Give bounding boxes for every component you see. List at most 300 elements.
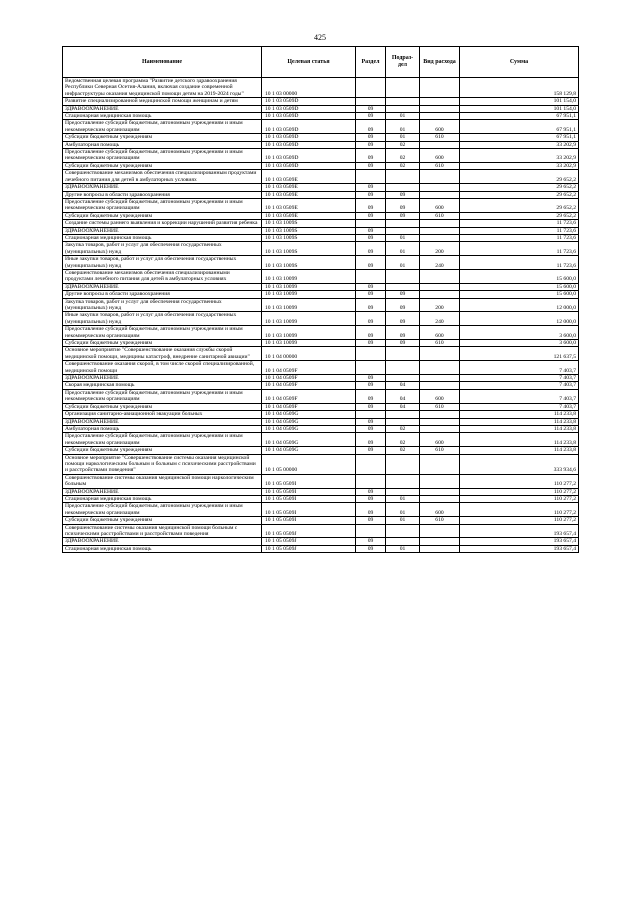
table-row bbox=[63, 105, 579, 112]
header-sum: Сумма bbox=[460, 47, 579, 78]
row-section bbox=[356, 98, 386, 105]
row-section: 09 bbox=[356, 545, 386, 552]
row-name: Субсидии бюджетным учреждениям bbox=[63, 340, 262, 347]
row-target-code: 10 1 04 0509G bbox=[262, 433, 356, 447]
row-sum: 158 129,8 bbox=[460, 78, 579, 98]
table-row bbox=[63, 269, 579, 283]
row-sum: 193 657,4 bbox=[460, 538, 579, 545]
row-subsection: 02 bbox=[386, 433, 420, 447]
table-row bbox=[63, 474, 579, 488]
row-target-code: 10 1 03 10099 bbox=[262, 283, 356, 290]
row-name: Предоставление субсидий бюджетным, автономным учреждениям и иным некоммерческим организациям bbox=[63, 149, 262, 163]
row-subsection bbox=[386, 524, 420, 538]
row-expense-type bbox=[420, 283, 460, 290]
row-name: Совершенствование системы оказания медицинской помощи больным с психическими расстройствами и расстройствами поведения bbox=[63, 524, 262, 538]
table-row bbox=[63, 170, 579, 184]
row-subsection bbox=[386, 98, 420, 105]
row-target-code: 10 1 03 0509D bbox=[262, 113, 356, 120]
row-expense-type bbox=[420, 220, 460, 227]
row-expense-type: 600 bbox=[420, 389, 460, 403]
row-subsection: 02 bbox=[386, 425, 420, 432]
row-expense-type: 610 bbox=[420, 134, 460, 141]
row-expense-type: 610 bbox=[420, 517, 460, 524]
row-subsection: 01 bbox=[386, 256, 420, 270]
row-expense-type bbox=[420, 495, 460, 502]
row-target-code: 10 1 03 1009S bbox=[262, 234, 356, 241]
row-subsection: 01 bbox=[386, 495, 420, 502]
row-section: 09 bbox=[356, 503, 386, 517]
row-sum: 110 277,2 bbox=[460, 495, 579, 502]
row-target-code: 10 1 04 0509G bbox=[262, 418, 356, 425]
table-row bbox=[63, 347, 579, 361]
row-subsection: 01 bbox=[386, 503, 420, 517]
table-row bbox=[63, 312, 579, 326]
row-section: 09 bbox=[356, 198, 386, 212]
table-row bbox=[63, 524, 579, 538]
row-sum: 15 600,0 bbox=[460, 269, 579, 283]
row-subsection: 02 bbox=[386, 162, 420, 169]
row-name: Субсидии бюджетным учреждениям bbox=[63, 134, 262, 141]
row-expense-type: 600 bbox=[420, 433, 460, 447]
row-subsection: 02 bbox=[386, 149, 420, 163]
row-target-code: 10 1 03 1009S bbox=[262, 256, 356, 270]
row-name: Развитие специализированной медицинской помощи женщинам и детям bbox=[63, 98, 262, 105]
row-expense-type: 600 bbox=[420, 198, 460, 212]
row-sum: 29 652,2 bbox=[460, 198, 579, 212]
row-expense-type: 610 bbox=[420, 403, 460, 410]
row-name: Предоставление субсидий бюджетным, автономным учреждениям и иным некоммерческим организациям bbox=[63, 326, 262, 340]
row-expense-type bbox=[420, 411, 460, 418]
row-section: 09 bbox=[356, 113, 386, 120]
row-target-code: 10 1 04 0509F bbox=[262, 389, 356, 403]
row-section: 09 bbox=[356, 403, 386, 410]
row-section: 09 bbox=[356, 141, 386, 148]
row-target-code: 10 1 05 0509J bbox=[262, 545, 356, 552]
row-section: 09 bbox=[356, 433, 386, 447]
row-sum: 110 277,2 bbox=[460, 488, 579, 495]
row-name: Предоставление субсидий бюджетным, автономным учреждениям и иным некоммерческим организациям bbox=[63, 389, 262, 403]
table-row bbox=[63, 340, 579, 347]
row-subsection bbox=[386, 184, 420, 191]
row-sum: 15 600,0 bbox=[460, 291, 579, 298]
row-target-code: 10 1 03 10099 bbox=[262, 269, 356, 283]
row-subsection: 01 bbox=[386, 134, 420, 141]
table-body bbox=[63, 78, 579, 553]
row-section: 09 bbox=[356, 517, 386, 524]
table-header-row bbox=[63, 47, 579, 78]
row-section bbox=[356, 411, 386, 418]
table-row bbox=[63, 149, 579, 163]
row-section: 09 bbox=[356, 312, 386, 326]
row-sum: 114 233,8 bbox=[460, 418, 579, 425]
row-sum: 11 723,6 bbox=[460, 227, 579, 234]
row-sum: 11 723,6 bbox=[460, 234, 579, 241]
row-name: Организация санитарно-авиационной эвакуации больных bbox=[63, 411, 262, 418]
row-target-code: 10 1 03 1009S bbox=[262, 242, 356, 256]
row-name: Закупка товаров, работ и услуг для обеспечения государственных (муниципальных) нужд bbox=[63, 242, 262, 256]
row-target-code: 10 1 03 0509D bbox=[262, 98, 356, 105]
row-subsection: 01 bbox=[386, 120, 420, 134]
row-sum: 110 277,2 bbox=[460, 517, 579, 524]
table-row bbox=[63, 227, 579, 234]
row-section: 09 bbox=[356, 326, 386, 340]
row-sum: 33 202,9 bbox=[460, 141, 579, 148]
row-sum: 67 951,1 bbox=[460, 120, 579, 134]
row-subsection bbox=[386, 454, 420, 474]
row-name: Амбулаторная помощь bbox=[63, 141, 262, 148]
row-subsection: 01 bbox=[386, 113, 420, 120]
row-name: Субсидии бюджетным учреждениям bbox=[63, 212, 262, 219]
row-target-code: 10 1 03 0509E bbox=[262, 212, 356, 219]
row-sum: 12 000,0 bbox=[460, 298, 579, 312]
row-target-code: 10 1 04 0509F bbox=[262, 382, 356, 389]
row-name: Стационарная медицинская помощь bbox=[63, 234, 262, 241]
row-subsection bbox=[386, 418, 420, 425]
row-subsection: 09 bbox=[386, 340, 420, 347]
row-subsection: 09 bbox=[386, 191, 420, 198]
row-expense-type: 240 bbox=[420, 312, 460, 326]
row-name: Закупка товаров, работ и услуг для обеспечения государственных (муниципальных) нужд bbox=[63, 298, 262, 312]
row-target-code: 10 1 04 0509G bbox=[262, 447, 356, 454]
table-row bbox=[63, 361, 579, 375]
row-expense-type bbox=[420, 545, 460, 552]
row-section: 09 bbox=[356, 134, 386, 141]
row-name: ЗДРАВООХРАНЕНИЕ bbox=[63, 375, 262, 382]
row-expense-type: 610 bbox=[420, 212, 460, 219]
table-row bbox=[63, 454, 579, 474]
row-target-code: 10 1 03 10099 bbox=[262, 298, 356, 312]
row-section bbox=[356, 474, 386, 488]
table-row bbox=[63, 134, 579, 141]
row-target-code: 10 1 04 0509F bbox=[262, 375, 356, 382]
row-sum: 11 723,6 bbox=[460, 220, 579, 227]
row-sum: 121 637,5 bbox=[460, 347, 579, 361]
row-target-code: 10 1 05 0509J bbox=[262, 524, 356, 538]
row-expense-type: 600 bbox=[420, 120, 460, 134]
row-expense-type bbox=[420, 474, 460, 488]
row-section: 09 bbox=[356, 447, 386, 454]
row-section: 09 bbox=[356, 191, 386, 198]
row-target-code: 10 1 03 10099 bbox=[262, 312, 356, 326]
row-expense-type: 610 bbox=[420, 447, 460, 454]
table-row bbox=[63, 120, 579, 134]
row-expense-type bbox=[420, 361, 460, 375]
row-sum: 29 652,2 bbox=[460, 212, 579, 219]
row-target-code: 10 1 03 0509D bbox=[262, 162, 356, 169]
row-name: Предоставление субсидий бюджетным, автономным учреждениям и иным некоммерческим организациям bbox=[63, 433, 262, 447]
row-subsection: 09 bbox=[386, 312, 420, 326]
row-name: Амбулаторная помощь bbox=[63, 425, 262, 432]
table-row bbox=[63, 389, 579, 403]
row-name: Субсидии бюджетным учреждениям bbox=[63, 162, 262, 169]
row-target-code: 10 1 03 0509D bbox=[262, 120, 356, 134]
table-row bbox=[63, 242, 579, 256]
row-target-code: 10 1 03 10099 bbox=[262, 326, 356, 340]
row-name: Субсидии бюджетным учреждениям bbox=[63, 447, 262, 454]
row-section bbox=[356, 524, 386, 538]
row-section: 09 bbox=[356, 488, 386, 495]
row-name: Основное мероприятие "Совершенствование оказания службы скорой медицинской помощи, медицины катастроф, внедрение санитарной авиации" bbox=[63, 347, 262, 361]
row-name: Ведомственная целевая программа "Развитие детского здравоохранения Республики Северная Осетия-Алания, включая создание современной инфраструктуры оказания медицинской помощи детям на 2019-2024 годы" bbox=[63, 78, 262, 98]
row-name: Предоставление субсидий бюджетным, автономным учреждениям и иным некоммерческим организациям bbox=[63, 198, 262, 212]
row-subsection bbox=[386, 375, 420, 382]
row-name: ЗДРАВООХРАНЕНИЕ bbox=[63, 227, 262, 234]
row-section: 09 bbox=[356, 256, 386, 270]
row-section: 09 bbox=[356, 234, 386, 241]
header-section: Раздел bbox=[356, 47, 386, 78]
row-target-code: 10 1 03 0509D bbox=[262, 149, 356, 163]
row-sum: 101 154,0 bbox=[460, 105, 579, 112]
row-section: 09 bbox=[356, 425, 386, 432]
row-expense-type: 610 bbox=[420, 340, 460, 347]
row-expense-type bbox=[420, 105, 460, 112]
row-target-code: 10 1 04 0509F bbox=[262, 403, 356, 410]
row-section bbox=[356, 454, 386, 474]
row-name: ЗДРАВООХРАНЕНИЕ bbox=[63, 283, 262, 290]
row-target-code: 10 1 04 0509F bbox=[262, 361, 356, 375]
row-name: ЗДРАВООХРАНЕНИЕ bbox=[63, 538, 262, 545]
table-row bbox=[63, 447, 579, 454]
table-row bbox=[63, 382, 579, 389]
row-subsection: 09 bbox=[386, 326, 420, 340]
budget-table bbox=[62, 46, 579, 553]
row-expense-type bbox=[420, 191, 460, 198]
table-row bbox=[63, 98, 579, 105]
row-name: Стационарная медицинская помощь bbox=[63, 545, 262, 552]
row-target-code: 10 1 03 0509D bbox=[262, 134, 356, 141]
row-subsection: 02 bbox=[386, 141, 420, 148]
row-section: 09 bbox=[356, 291, 386, 298]
row-subsection bbox=[386, 227, 420, 234]
row-target-code: 10 1 03 0509D bbox=[262, 141, 356, 148]
row-subsection: 09 bbox=[386, 212, 420, 219]
row-expense-type bbox=[420, 488, 460, 495]
row-expense-type bbox=[420, 113, 460, 120]
table-row bbox=[63, 503, 579, 517]
row-section: 09 bbox=[356, 538, 386, 545]
table-row bbox=[63, 538, 579, 545]
row-target-code: 10 1 03 0509E bbox=[262, 170, 356, 184]
table-row bbox=[63, 212, 579, 219]
table-row bbox=[63, 291, 579, 298]
row-expense-type: 600 bbox=[420, 503, 460, 517]
row-sum: 114 233,8 bbox=[460, 411, 579, 418]
row-sum: 114 233,8 bbox=[460, 447, 579, 454]
row-name: Субсидии бюджетным учреждениям bbox=[63, 517, 262, 524]
row-name: Иные закупки товаров, работ и услуг для обеспечения государственных (муниципальных) нужд bbox=[63, 256, 262, 270]
row-section: 09 bbox=[356, 382, 386, 389]
row-section: 09 bbox=[356, 389, 386, 403]
row-sum: 11 723,6 bbox=[460, 242, 579, 256]
row-expense-type bbox=[420, 141, 460, 148]
row-expense-type: 200 bbox=[420, 242, 460, 256]
row-expense-type bbox=[420, 227, 460, 234]
row-sum: 110 277,2 bbox=[460, 474, 579, 488]
row-section: 09 bbox=[356, 105, 386, 112]
table-row bbox=[63, 545, 579, 552]
table-row bbox=[63, 141, 579, 148]
row-target-code: 10 1 03 10099 bbox=[262, 340, 356, 347]
row-subsection: 02 bbox=[386, 447, 420, 454]
row-target-code: 10 1 04 0509G bbox=[262, 425, 356, 432]
row-section bbox=[356, 269, 386, 283]
row-subsection: 09 bbox=[386, 298, 420, 312]
row-name: Субсидии бюджетным учреждениям bbox=[63, 403, 262, 410]
row-name: Скорая медицинская помощь bbox=[63, 382, 262, 389]
table-row bbox=[63, 488, 579, 495]
table-row bbox=[63, 418, 579, 425]
row-expense-type bbox=[420, 234, 460, 241]
row-sum: 101 154,0 bbox=[460, 98, 579, 105]
header-subsection: Подраз-дел bbox=[386, 47, 420, 78]
row-section: 09 bbox=[356, 340, 386, 347]
row-expense-type bbox=[420, 170, 460, 184]
row-sum: 12 000,0 bbox=[460, 312, 579, 326]
row-name: Предоставление субсидий бюджетным, автономным учреждениям и иным некоммерческим организациям bbox=[63, 120, 262, 134]
row-expense-type bbox=[420, 78, 460, 98]
row-sum: 67 951,1 bbox=[460, 134, 579, 141]
row-section: 09 bbox=[356, 375, 386, 382]
row-sum: 29 652,2 bbox=[460, 184, 579, 191]
row-subsection: 09 bbox=[386, 198, 420, 212]
row-name: ЗДРАВООХРАНЕНИЕ bbox=[63, 184, 262, 191]
row-subsection bbox=[386, 105, 420, 112]
table-row bbox=[63, 283, 579, 290]
row-expense-type: 610 bbox=[420, 162, 460, 169]
row-target-code: 10 1 03 0509E bbox=[262, 191, 356, 198]
row-subsection: 01 bbox=[386, 545, 420, 552]
row-sum: 7 403,7 bbox=[460, 361, 579, 375]
row-target-code: 10 1 04 00000 bbox=[262, 347, 356, 361]
row-section: 09 bbox=[356, 149, 386, 163]
row-section: 09 bbox=[356, 418, 386, 425]
row-sum: 110 277,2 bbox=[460, 503, 579, 517]
row-subsection bbox=[386, 347, 420, 361]
table-row bbox=[63, 411, 579, 418]
table-row bbox=[63, 220, 579, 227]
row-section bbox=[356, 347, 386, 361]
row-sum: 114 233,8 bbox=[460, 425, 579, 432]
table-row bbox=[63, 256, 579, 270]
row-sum: 33 202,9 bbox=[460, 162, 579, 169]
table-row bbox=[63, 184, 579, 191]
header-name: Наименование bbox=[63, 47, 262, 78]
row-sum: 7 403,7 bbox=[460, 403, 579, 410]
row-sum: 3 600,0 bbox=[460, 326, 579, 340]
row-name: Совершенствование механизмов обеспечения специализированным продуктами лечебного питания для детей в амбулаторных условиях bbox=[63, 170, 262, 184]
row-sum: 67 951,1 bbox=[460, 113, 579, 120]
row-target-code: 10 1 05 0509I bbox=[262, 495, 356, 502]
row-name: Основное мероприятие "Совершенствование системы оказания медицинской помощи наркологическим больным и больным с психическими расстройствами и расстройствами поведения" bbox=[63, 454, 262, 474]
row-name: ЗДРАВООХРАНЕНИЕ bbox=[63, 418, 262, 425]
row-subsection bbox=[386, 474, 420, 488]
row-name: Стационарная медицинская помощь bbox=[63, 495, 262, 502]
row-target-code: 10 1 05 0509I bbox=[262, 503, 356, 517]
row-expense-type bbox=[420, 184, 460, 191]
row-name: Создание системы раннего выявления и коррекции нарушений развития ребенка bbox=[63, 220, 262, 227]
row-section: 09 bbox=[356, 283, 386, 290]
row-name: Совершенствование оказания скорой, в том числе скорой специализированной, медицинской помощи bbox=[63, 361, 262, 375]
row-target-code: 10 1 05 0509J bbox=[262, 538, 356, 545]
row-target-code: 10 1 04 0509G bbox=[262, 411, 356, 418]
row-expense-type bbox=[420, 98, 460, 105]
row-subsection: 04 bbox=[386, 389, 420, 403]
row-subsection: 04 bbox=[386, 382, 420, 389]
page-number: 425 bbox=[314, 33, 326, 42]
row-expense-type: 200 bbox=[420, 298, 460, 312]
row-target-code: 10 1 03 0509D bbox=[262, 105, 356, 112]
table-row bbox=[63, 433, 579, 447]
row-expense-type bbox=[420, 418, 460, 425]
row-sum: 29 652,2 bbox=[460, 191, 579, 198]
row-sum: 333 934,6 bbox=[460, 454, 579, 474]
row-subsection bbox=[386, 361, 420, 375]
row-name: Совершенствование механизмов обеспечения специализированными продуктами лечебного питания для детей в амбулаторных условиях bbox=[63, 269, 262, 283]
row-section bbox=[356, 220, 386, 227]
row-target-code: 10 1 05 00000 bbox=[262, 454, 356, 474]
table-row bbox=[63, 375, 579, 382]
row-target-code: 10 1 03 00000 bbox=[262, 78, 356, 98]
row-subsection: 04 bbox=[386, 403, 420, 410]
row-expense-type bbox=[420, 538, 460, 545]
row-target-code: 10 1 05 0509I bbox=[262, 517, 356, 524]
row-section: 09 bbox=[356, 120, 386, 134]
table-row bbox=[63, 298, 579, 312]
row-sum: 29 652,2 bbox=[460, 170, 579, 184]
row-subsection bbox=[386, 283, 420, 290]
row-sum: 7 403,7 bbox=[460, 375, 579, 382]
row-subsection bbox=[386, 411, 420, 418]
row-sum: 15 600,0 bbox=[460, 283, 579, 290]
row-section bbox=[356, 78, 386, 98]
row-sum: 33 202,9 bbox=[460, 149, 579, 163]
row-subsection bbox=[386, 538, 420, 545]
header-expense: Вид расхода bbox=[420, 47, 460, 78]
table-row bbox=[63, 517, 579, 524]
row-section: 09 bbox=[356, 242, 386, 256]
row-expense-type bbox=[420, 269, 460, 283]
row-name: Иные закупки товаров, работ и услуг для обеспечения государственных (муниципальных) нужд bbox=[63, 312, 262, 326]
row-subsection: 01 bbox=[386, 242, 420, 256]
row-name: Совершенствование системы оказания медицинской помощи наркологическим больным bbox=[63, 474, 262, 488]
row-target-code: 10 1 05 0509I bbox=[262, 488, 356, 495]
table-row bbox=[63, 191, 579, 198]
row-expense-type bbox=[420, 454, 460, 474]
row-name: ЗДРАВООХРАНЕНИЕ bbox=[63, 488, 262, 495]
row-subsection bbox=[386, 269, 420, 283]
row-expense-type bbox=[420, 382, 460, 389]
table-row bbox=[63, 78, 579, 98]
table-row bbox=[63, 198, 579, 212]
row-section: 09 bbox=[356, 212, 386, 219]
table-row bbox=[63, 113, 579, 120]
row-subsection bbox=[386, 170, 420, 184]
row-subsection: 01 bbox=[386, 517, 420, 524]
row-target-code: 10 1 03 1009S bbox=[262, 227, 356, 234]
row-section: 09 bbox=[356, 495, 386, 502]
row-subsection bbox=[386, 488, 420, 495]
row-section: 09 bbox=[356, 184, 386, 191]
table-row bbox=[63, 403, 579, 410]
row-sum: 7 403,7 bbox=[460, 382, 579, 389]
table-row bbox=[63, 234, 579, 241]
table-row bbox=[63, 425, 579, 432]
row-expense-type bbox=[420, 425, 460, 432]
row-section: 09 bbox=[356, 298, 386, 312]
row-expense-type: 240 bbox=[420, 256, 460, 270]
row-target-code: 10 1 03 0509E bbox=[262, 198, 356, 212]
row-expense-type bbox=[420, 291, 460, 298]
